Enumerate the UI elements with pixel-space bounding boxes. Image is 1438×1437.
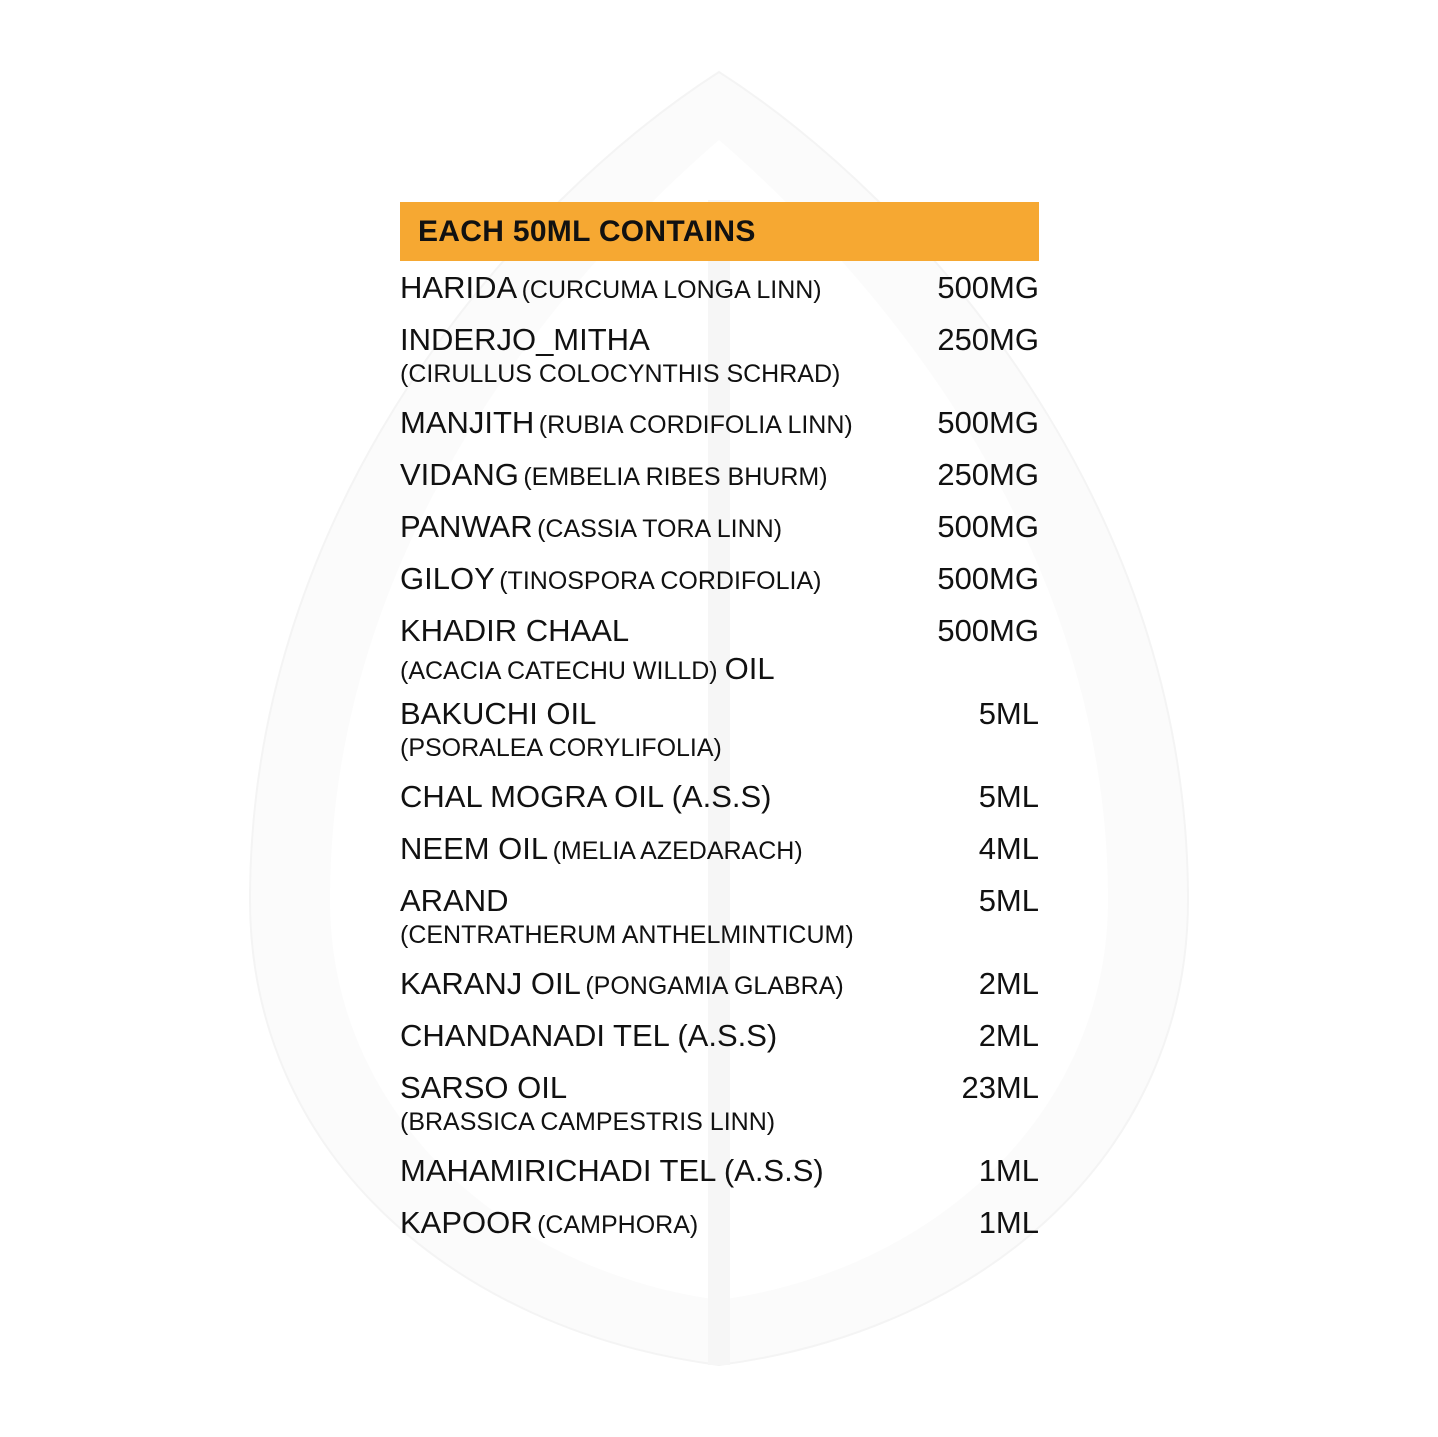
ingredient-amount: 250MG	[937, 322, 1039, 357]
ingredient-label	[400, 1153, 824, 1189]
ingredient-name: INDERJO_MITHA	[400, 322, 650, 357]
ingredient-main-line	[400, 1070, 1039, 1106]
ingredient-amount: 500MG	[937, 561, 1039, 596]
ingredient-amount: 5ML	[978, 883, 1039, 918]
ingredient-row	[400, 966, 1039, 1002]
ingredient-row	[400, 270, 1039, 306]
ingredient-amount: 1ML	[978, 1153, 1039, 1188]
ingredient-scientific-name: (RUBIA CORDIFOLIA LINN)	[538, 411, 853, 439]
ingredient-main-line	[400, 270, 1039, 306]
ingredient-name: KAPOOR	[400, 1205, 533, 1240]
ingredient-label	[400, 457, 828, 493]
ingredient-row	[400, 1205, 1039, 1241]
ingredient-name: BAKUCHI OIL	[400, 696, 597, 731]
ingredient-scientific-name: (MELIA AZEDARACH)	[552, 837, 803, 865]
ingredient-amount: 4ML	[978, 831, 1039, 866]
header-title: EACH 50ML CONTAINS	[418, 214, 756, 248]
ingredient-scientific-name: (CURCUMA LONGA LINN)	[521, 276, 822, 304]
header-banner	[400, 202, 1039, 261]
ingredient-row	[400, 613, 1039, 687]
ingredient-row	[400, 509, 1039, 545]
ingredient-amount: 5ML	[978, 696, 1039, 731]
ingredient-main-line	[400, 561, 1039, 597]
ingredient-amount: 500MG	[937, 613, 1039, 648]
ingredient-name: KARANJ OIL	[400, 966, 581, 1001]
ingredient-secondary-line	[400, 734, 1039, 763]
ingredient-row	[400, 883, 1039, 950]
ingredient-amount: 500MG	[937, 405, 1039, 440]
ingredient-scientific-name: (PONGAMIA GLABRA)	[585, 972, 844, 1000]
ingredient-scientific-name: (ACACIA CATECHU WILLD)	[400, 657, 718, 685]
ingredient-scientific-name: (CASSIA TORA LINN)	[537, 515, 783, 543]
ingredient-name: HARIDA	[400, 270, 518, 305]
ingredient-amount: 1ML	[978, 1205, 1039, 1240]
ingredient-name: NEEM OIL	[400, 831, 549, 866]
ingredient-label	[400, 883, 509, 919]
ingredient-amount: 500MG	[937, 270, 1039, 305]
ingredient-secondary-line	[400, 360, 1039, 389]
ingredient-scientific-name: (CENTRATHERUM ANTHELMINTICUM)	[400, 921, 854, 949]
ingredient-row	[400, 831, 1039, 867]
ingredient-label	[400, 1018, 777, 1054]
ingredient-main-line	[400, 966, 1039, 1002]
ingredient-main-line	[400, 322, 1039, 358]
ingredient-label	[400, 831, 803, 867]
ingredient-name: CHAL MOGRA OIL (A.S.S)	[400, 779, 772, 814]
ingredient-label	[400, 270, 822, 306]
ingredient-label	[400, 1205, 698, 1241]
ingredient-scientific-name: (TINOSPORA CORDIFOLIA)	[499, 567, 822, 595]
ingredient-main-line	[400, 509, 1039, 545]
ingredient-row	[400, 696, 1039, 763]
ingredient-main-line	[400, 457, 1039, 493]
ingredient-amount: 500MG	[937, 509, 1039, 544]
ingredient-main-line	[400, 696, 1039, 732]
ingredient-main-line	[400, 831, 1039, 867]
ingredient-name: MAHAMIRICHADI TEL (A.S.S)	[400, 1153, 824, 1188]
ingredient-main-line	[400, 613, 1039, 649]
ingredient-row	[400, 1153, 1039, 1189]
ingredient-label	[400, 613, 629, 649]
ingredient-amount: 2ML	[978, 966, 1039, 1001]
ingredient-scientific-name: (EMBELIA RIBES BHURM)	[523, 463, 828, 491]
ingredient-row	[400, 1018, 1039, 1054]
ingredient-label	[400, 1070, 567, 1106]
ingredient-name: VIDANG	[400, 457, 519, 492]
ingredient-name: CHANDANADI TEL (A.S.S)	[400, 1018, 778, 1053]
ingredient-label	[400, 779, 772, 815]
ingredient-label	[400, 405, 853, 441]
ingredient-secondary-line	[400, 1108, 1039, 1137]
ingredient-label	[400, 966, 844, 1002]
ingredient-name: ARAND	[400, 883, 509, 918]
ingredient-label	[400, 561, 821, 597]
ingredient-main-line	[400, 1205, 1039, 1241]
ingredient-main-line	[400, 405, 1039, 441]
ingredient-name: MANJITH	[400, 405, 535, 440]
ingredient-row	[400, 405, 1039, 441]
ingredient-main-line	[400, 883, 1039, 919]
ingredient-name: GILOY	[400, 561, 495, 596]
ingredient-row	[400, 779, 1039, 815]
ingredient-secondary-line	[400, 651, 1039, 687]
ingredient-suffix: OIL	[724, 651, 775, 686]
ingredient-secondary-line	[400, 921, 1039, 950]
ingredient-amount: 250MG	[937, 457, 1039, 492]
ingredient-label	[400, 696, 596, 732]
ingredient-row	[400, 1070, 1039, 1137]
ingredient-row	[400, 457, 1039, 493]
ingredient-scientific-name: (CIRULLUS COLOCYNTHIS SCHRAD)	[400, 360, 841, 388]
ingredient-scientific-name: (CAMPHORA)	[537, 1211, 699, 1239]
ingredient-label	[400, 322, 650, 358]
ingredient-name: SARSO OIL	[400, 1070, 568, 1105]
ingredient-name: KHADIR CHAAL	[400, 613, 630, 648]
ingredient-row	[400, 561, 1039, 597]
ingredient-scientific-name: (PSORALEA CORYLIFOLIA)	[400, 734, 722, 762]
ingredient-amount: 2ML	[978, 1018, 1039, 1053]
ingredient-row	[400, 322, 1039, 389]
ingredient-main-line	[400, 1153, 1039, 1189]
ingredient-main-line	[400, 779, 1039, 815]
ingredient-scientific-name: (BRASSICA CAMPESTRIS LINN)	[400, 1108, 776, 1136]
ingredient-name: PANWAR	[400, 509, 533, 544]
ingredient-amount: 23ML	[961, 1070, 1039, 1105]
ingredient-label	[400, 509, 782, 545]
ingredient-amount: 5ML	[978, 779, 1039, 814]
ingredient-main-line	[400, 1018, 1039, 1054]
